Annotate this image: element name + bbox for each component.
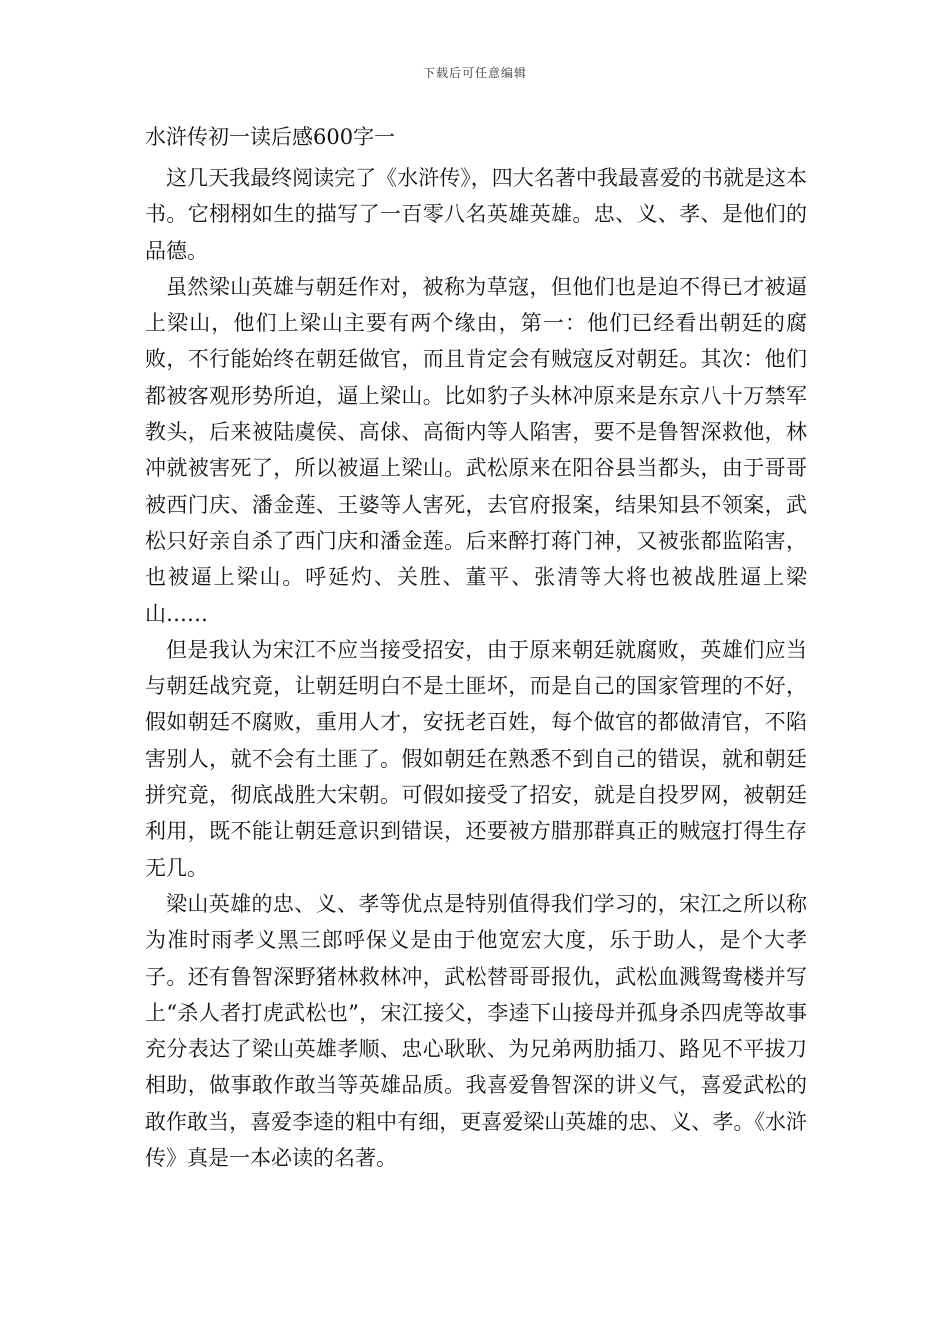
paragraph: 这几天我最终阅读完了《水浒传》，四大名著中我最喜爱的书就是这本书。它栩栩如生的描写了一百零八名英雄英雄。忠、义、孝、是他们的品德。 (145, 166, 807, 263)
document-body (145, 160, 807, 1176)
paragraph: 梁山英雄的忠、义、孝等优点是特别值得我们学习的，宋江之所以称为准时雨孝义黑三郎呼保义是由于他宽宏大度，乐于助人，是个大孝子。还有鲁智深野猪林救林冲，武松替哥哥报仇，武松血溅鸳鸯楼并写上“杀人者打虎武松也”，宋江接父，李逵下山接母并孤身杀四虎等故事充分表达了梁山英雄孝顺、忠心耿耿、为兄弟两肋插刀、路见不平拔刀相助，做事敢作敢当等英雄品质。我喜爱鲁智深的讲义气，喜爱武松的敢作敢当，喜爱李逵的粗中有细，更喜爱梁山英雄的忠、义、孝。《水浒传》真是一本必读的名著。 (145, 891, 807, 1171)
paragraph: 但是我认为宋江不应当接受招安，由于原来朝廷就腐败，英雄们应当与朝廷战究竟，让朝廷明白不是土匪坏，而是自己的国家管理的不好，假如朝廷不腐败，重用人才，安抚老百姓，每个做官的都做清官，不陷害别人，就不会有土匪了。假如朝廷在熟悉不到自己的错误，就和朝廷拼究竟，彻底战胜大宋朝。可假如接受了招安，就是自投罗网，被朝廷利用，既不能让朝廷意识到错误，还要被方腊那群真正的贼寇打得生存无几。 (145, 637, 807, 880)
paragraph: 虽然梁山英雄与朝廷作对，被称为草寇，但他们也是迫不得已才被逼上梁山，他们上梁山主要有两个缘由，第一：他们已经看出朝廷的腐败，不行能始终在朝廷做官，而且肯定会有贼寇反对朝廷。其次：他们都被客观形势所迫，逼上梁山。比如豹子头林冲原来是东京八十万禁军教头，后来被陆虞侯、高俅、高衙内等人陷害，要不是鲁智深救他，林冲就被害死了，所以被逼上梁山。武松原来在阳谷县当都头，由于哥哥被西门庆、潘金莲、王婆等人害死，去官府报案，结果知县不领案，武松只好亲自杀了西门庆和潘金莲。后来醉打蒋门神，又被张都监陷害，也被逼上梁山。呼延灼、关胜、董平、张清等大将也被战胜逼上梁山…… (145, 274, 807, 626)
header-note: 下载后可任意编辑 (422, 66, 527, 80)
document-title: 水浒传初一读后感600字一 (145, 125, 396, 149)
